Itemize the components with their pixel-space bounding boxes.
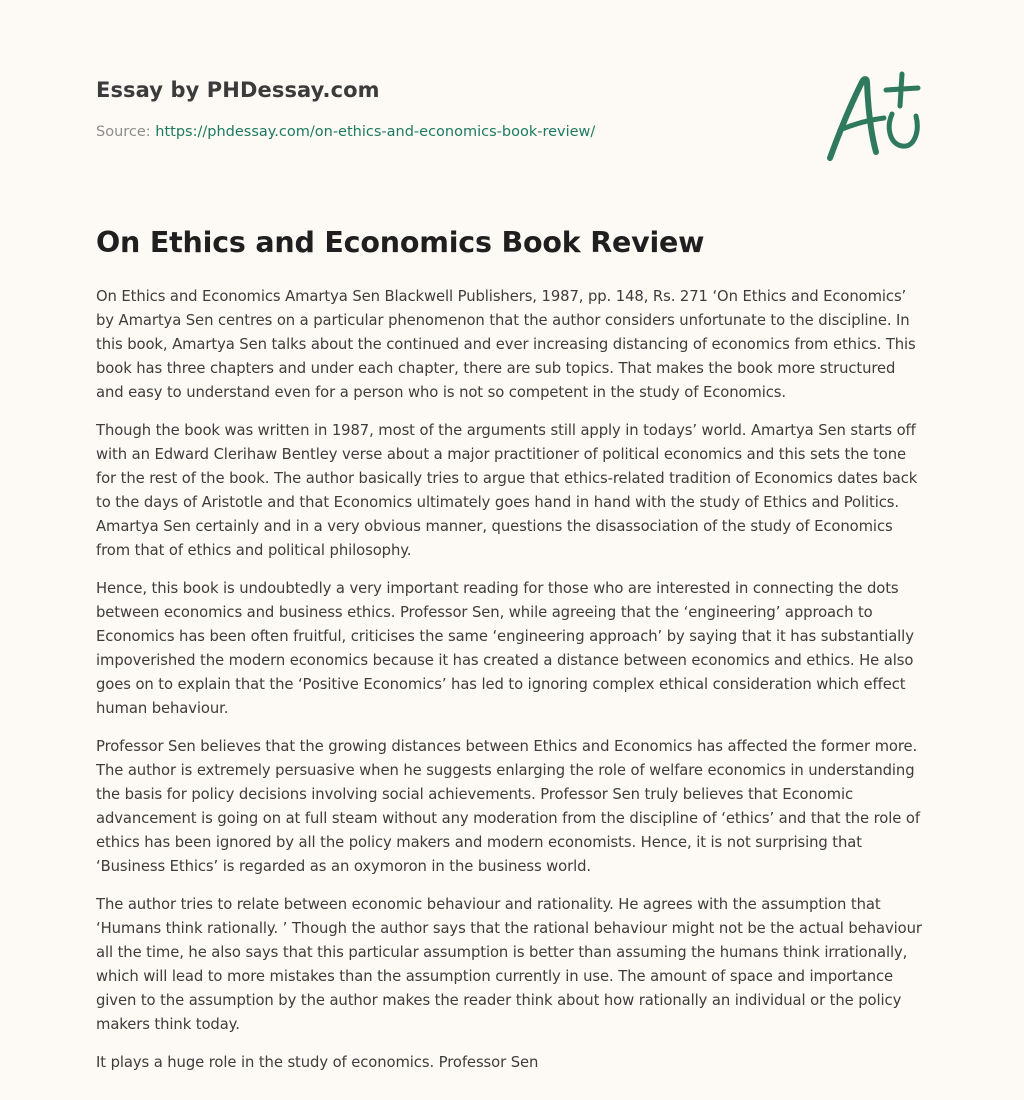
site-brand: Essay by PHDessay.com	[96, 78, 380, 102]
article-paragraph: On Ethics and Economics Amartya Sen Blackwell Publishers, 1987, pp. 148, Rs. 271 ‘On Ethics and Economics’ by Amartya Sen centres on a particular phenomenon that the author considers unfortunate to the discipline. In this book, Amartya Sen talks about the continued and ever increasing distancing of economics from ethics. This book has three chapters and under each chapter, there are sub topics. That makes the book more structured and easy to understand even for a person who is not so competent in the study of Economics.	[96, 288, 916, 401]
a-plus-grade-logo-icon	[820, 66, 924, 166]
article-paragraph: It plays a huge role in the study of economics. Professor Sen	[96, 1054, 539, 1071]
source-link[interactable]: https://phdessay.com/on-ethics-and-economics-book-review/	[155, 124, 596, 140]
article-paragraph: Though the book was written in 1987, most of the arguments still apply in todays’ world. Amartya Sen starts off with an Edward Clerihaw Bentley verse about a major practitioner of political economics and this sets the tone for the rest of the book. The author basically tries to argue that ethics-related tradition of Economics dates back to the days of Aristotle and that Economics ultimately goes hand in hand with the study of Ethics and Politics. Amartya Sen certainly and in a very obvious manner, questions the disassociation of the study of Economics from that of ethics and political philosophy.	[96, 422, 918, 559]
source-line	[96, 124, 595, 140]
article-paragraph: Hence, this book is undoubtedly a very important reading for those who are interested in connecting the dots between economics and business ethics. Professor Sen, while agreeing that the ‘engineering’ approach to Economics has been often fruitful, criticises the same ‘engineering approach’ by saying that it has substantially impoverished the modern economics because it has created a distance between economics and ethics. He also goes on to explain that the ‘Positive Economics’ has led to ignoring complex ethical consideration which effect human behaviour.	[96, 580, 914, 717]
article-body	[96, 285, 926, 1089]
page-title: On Ethics and Economics Book Review	[96, 226, 705, 259]
article-paragraph: Professor Sen believes that the growing distances between Ethics and Economics has affected the former more. The author is extremely persuasive when he suggests enlarging the role of welfare economics in understanding the basis for policy decisions involving social achievements. Professor Sen truly believes that Economic advancement is going on at full steam without any moderation from the discipline of ‘ethics’ and that the role of ethics has been ignored by all the policy makers and modern economists. Hence, it is not surprising that ‘Business Ethics’ is regarded as an oxymoron in the business world.	[96, 738, 920, 875]
article-paragraph: The author tries to relate between economic behaviour and rationality. He agrees with the assumption that ‘Humans think rationally. ’ Though the author says that the rational behaviour might not be the actual behaviour all the time, he also says that this particular assumption is better than assuming the humans think irrationally, which will lead to more mistakes than the assumption currently in use. The amount of space and importance given to the assumption by the author makes the reader think about how rationally an individual or the policy makers think today.	[96, 896, 922, 1033]
source-label: Source:	[96, 124, 151, 140]
